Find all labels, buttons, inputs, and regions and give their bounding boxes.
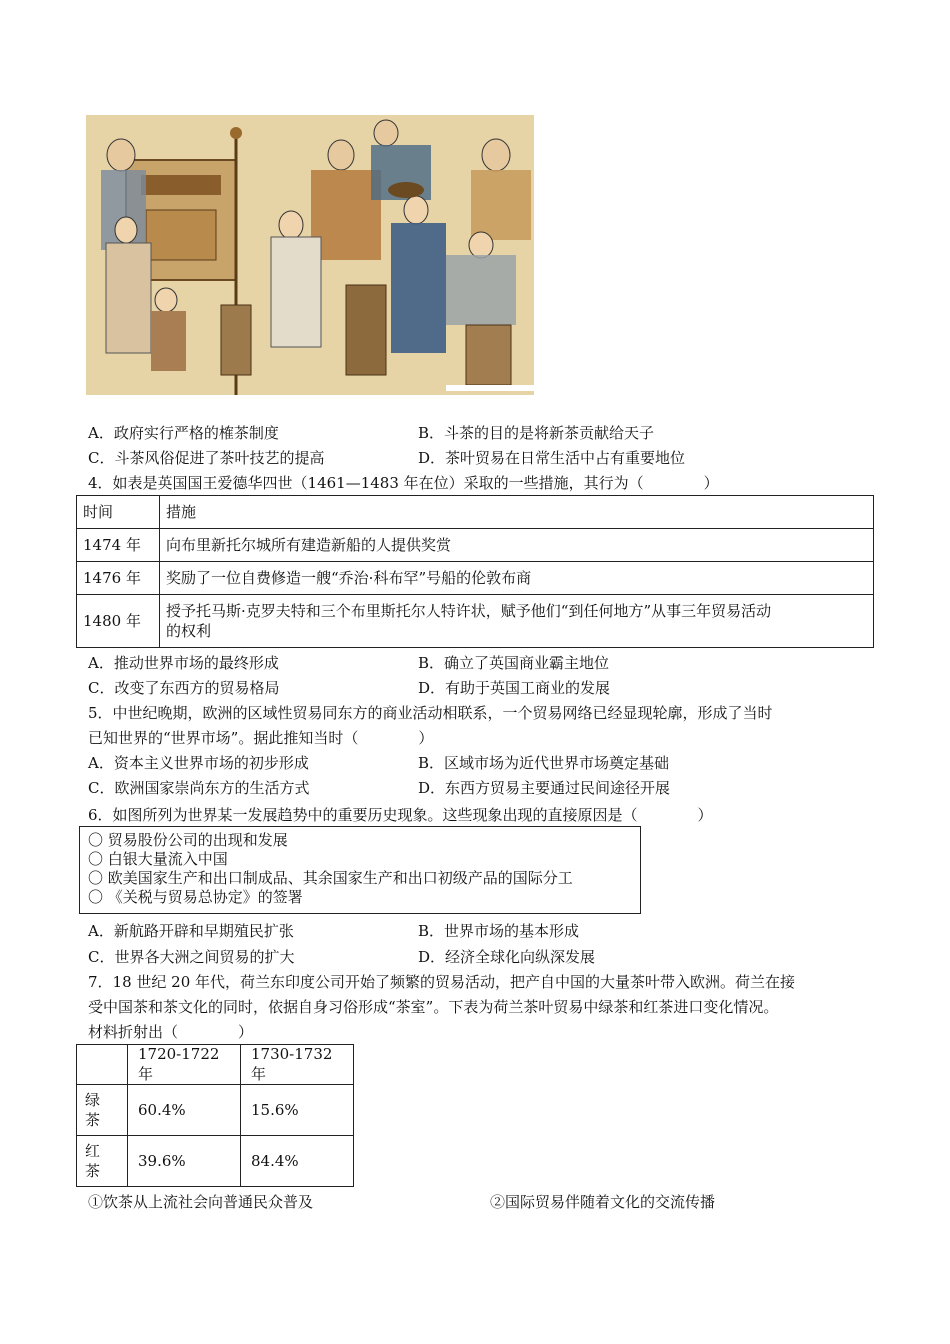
table-cell-char: 茶 [85,1162,101,1180]
table-row [77,529,874,562]
table-cell: 1474 年 [77,529,160,562]
q6-phenomena-box [79,826,641,914]
table-header-row [77,1045,354,1085]
list-item: 〇 《关税与贸易总协定》的签署 [88,888,303,906]
table-row [77,1085,354,1136]
q4-option-c: C．改变了东西方的贸易格局 [88,679,280,697]
q5-option-a: A．资本主义世界市场的初步形成 [88,754,309,772]
q4-table [76,495,874,648]
table-cell-char: 茶 [85,1111,101,1129]
table-cell: 向布里新托尔城所有建造新船的人提供奖赏 [160,529,874,562]
q4-stem: 4．如表是英国国王爱德华四世（1461—1483 年在位）采取的一些措施，其行为（ ） [88,474,719,492]
table-cell-char: 绿 [85,1091,101,1109]
q7-statement-2: ②国际贸易伴随着文化的交流传播 [490,1193,716,1211]
q3-option-b: B．斗茶的目的是将新茶贡献给天子 [418,424,655,442]
table-header-row [77,496,874,529]
table-cell [77,1085,128,1136]
table-header-cell: 措施 [160,496,874,529]
table-header-cell: 1720-1722 年 [128,1045,241,1085]
table-cell: 1476 年 [77,562,160,595]
q3-option-c: C．斗茶风俗促进了茶叶技艺的提高 [88,449,325,467]
q7-stem-line2: 受中国茶和茶文化的同时，依据自身习俗形成“茶室”。下表为荷兰茶叶贸易中绿茶和红茶进口变化情况。 [88,998,779,1016]
list-item: 〇 白银大量流入中国 [88,850,228,868]
table-row [77,1136,354,1187]
q6-option-d: D．经济全球化向纵深发展 [418,948,596,966]
q7-statement-1: ①饮茶从上流社会向普通民众普及 [88,1193,314,1211]
list-item: 〇 欧美国家生产和出口制成品、其余国家生产和出口初级产品的国际分工 [88,869,573,887]
table-cell: 60.4% [128,1085,241,1136]
q7-stem-line3: 材料折射出（ ） [88,1023,254,1041]
q6-stem: 6．如图所列为世界某一发展趋势中的重要历史现象。这些现象出现的直接原因是（ ） [88,806,713,824]
table-header-cell: 时间 [77,496,160,529]
q5-option-c: C．欧洲国家崇尚东方的生活方式 [88,779,310,797]
table-cell [77,1136,128,1187]
table-row [77,595,874,648]
table-cell: 15.6% [241,1085,354,1136]
q6-option-c: C．世界各大洲之间贸易的扩大 [88,948,295,966]
q3-option-a: A．政府实行严格的榷茶制度 [88,424,279,442]
tea-market-painting [86,115,534,395]
table-cell-char: 红 [85,1142,101,1160]
table-header-cell [77,1045,128,1085]
q4-option-a: A．推动世界市场的最终形成 [88,654,279,672]
table-cell: 39.6% [128,1136,241,1187]
q7-stem-line1: 7．18 世纪 20 年代，荷兰东印度公司开始了频繁的贸易活动，把产自中国的大量茶叶带入欧洲。荷兰在接 [88,973,796,991]
table-cell: 奖励了一位自费修造一艘“乔治·科布罕”号船的伦敦布商 [160,562,874,595]
table-cell [160,595,874,648]
table-header-cell: 1730-1732 年 [241,1045,354,1085]
q7-table [76,1044,354,1187]
table-cell-line: 授予托马斯·克罗夫特和三个布里斯托尔人特许状，赋予他们“到任何地方”从事三年贸易活动 [166,602,772,620]
table-cell-line: 的权利 [166,622,212,640]
list-item: 〇 贸易股份公司的出现和发展 [88,831,288,849]
q3-option-d: D．茶叶贸易在日常生活中占有重要地位 [418,449,686,467]
table-row [77,562,874,595]
table-cell: 1480 年 [77,595,160,648]
q4-option-d: D．有助于英国工商业的发展 [418,679,611,697]
q5-option-b: B．区域市场为近代世界市场奠定基础 [418,754,670,772]
q5-option-d: D．东西方贸易主要通过民间途径开展 [418,779,671,797]
q5-stem-line2: 已知世界的“世界市场”。据此推知当时（ ） [88,729,434,747]
q6-option-a: A．新航路开辟和早期殖民扩张 [88,922,294,940]
q5-stem-line1: 5．中世纪晚期，欧洲的区域性贸易同东方的商业活动相联系，一个贸易网络已经显现轮廓，形成了当时 [88,704,773,722]
q4-option-b: B．确立了英国商业霸主地位 [418,654,610,672]
table-cell: 84.4% [241,1136,354,1187]
q6-option-b: B．世界市场的基本形成 [418,922,580,940]
